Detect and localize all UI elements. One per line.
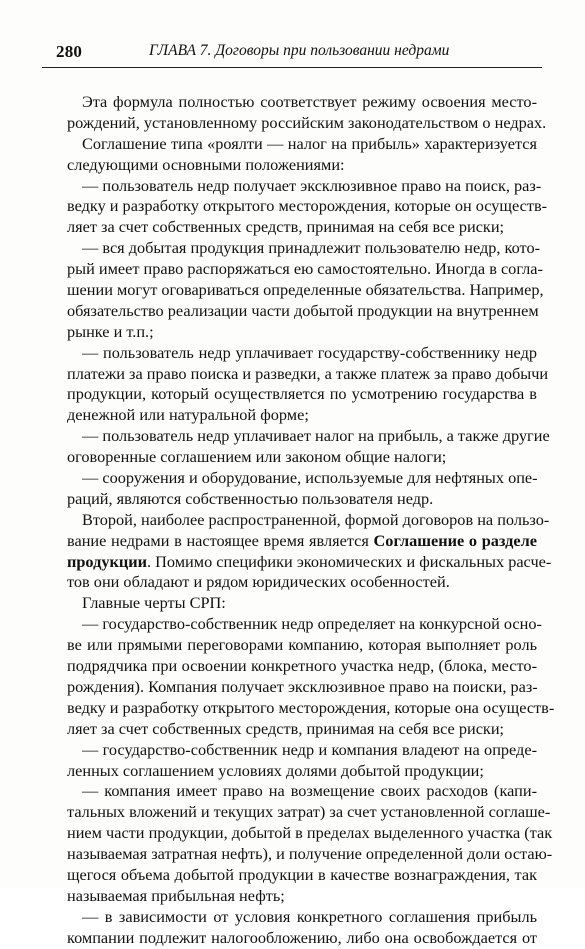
text-line: [67, 719, 537, 740]
line-text: шении могут оговариваться определенные обязательства. Например,: [67, 280, 544, 300]
text-line: [67, 196, 548, 217]
text-line: [67, 697, 555, 719]
line-text: рый имеет право распоряжаться ею самостоятельно. Иногда в согла-: [67, 259, 543, 279]
line-text: ленных соглашением условиях долями добытой продукции;: [67, 760, 484, 780]
line-text: рождений, установленному российским законодательством о недрах.: [67, 112, 547, 132]
line-text: Второй, наиболее распространенной, формой договоров на пользо-: [82, 509, 550, 529]
line-text: ведку и разработку открытого месторождения, которые она осуществ-: [67, 697, 555, 717]
line-text: — сооружения и оборудование, используемые для нефтяных опе-: [82, 468, 538, 488]
text-line: [67, 509, 550, 531]
text-line: [67, 280, 544, 301]
line-text: денежной или натуральной форме;: [67, 405, 309, 425]
text-line: [67, 802, 551, 823]
page-header: [42, 40, 542, 66]
text-line: [67, 677, 537, 698]
text-line: [67, 343, 537, 364]
line-text: ведку и разработку открытого месторождения, которые он осуществ-: [67, 196, 548, 216]
running-title: ГЛАВА 7. Договоры при пользовании недрами: [149, 42, 450, 59]
text-line: [67, 823, 553, 844]
line-text: щегося объема добытой продукции в качестве вознаграждения, так: [67, 864, 537, 884]
text-line: [67, 865, 537, 886]
line-text: Соглашение типа «роялти — налог на прибыль» характеризуется: [82, 133, 537, 153]
text-line: [67, 217, 537, 238]
text-line: [67, 112, 547, 134]
text-line: [67, 175, 542, 197]
text-line: [67, 259, 543, 280]
line-text: ляет за счет собственных средств, принимая на себя все риски;: [67, 217, 505, 237]
line-text: тальных вложений и текущих затрат) за счет установленной соглаше-: [67, 802, 551, 822]
line-text: Эта формула полностью соответствует режиму освоения место-: [82, 92, 537, 111]
text-line: [67, 238, 541, 259]
text-line: [67, 614, 542, 635]
line-text: — в зависимости от условия конкретного соглашения прибыль: [82, 906, 537, 926]
text-line: [67, 781, 537, 802]
text-line: [67, 656, 537, 677]
text-line: [67, 551, 552, 573]
bold-term: Соглашение о разделе: [373, 530, 538, 550]
text-line: [67, 363, 549, 385]
text-line: [67, 468, 537, 489]
text-line: [67, 928, 537, 949]
line-text: компании подлежит налогообложению, либо она освобождается от: [67, 927, 537, 947]
line-text: рынке и т.п.;: [67, 321, 154, 341]
bold-term: продукции: [67, 551, 148, 571]
page-number: 280: [56, 42, 83, 61]
text-line: [67, 740, 537, 761]
text-line: [67, 384, 537, 405]
text-line: [67, 322, 537, 343]
line-text: называемая прибыльная нефть;: [67, 885, 285, 905]
line-text: нием части продукции, добытой в пределах выделенного участка (так: [67, 823, 553, 843]
text-line: [67, 489, 537, 510]
line-text: — государство-собственник недр определяет на конкурсной осно-: [82, 614, 542, 634]
line-text: следующими основными положениями:: [67, 154, 345, 174]
line-text: называемая затратная нефть), и получение определенной доли остаю-: [67, 844, 553, 864]
line-text: — пользователь недр получает эксклюзивное право на поиск, раз-: [82, 175, 542, 195]
line-text: платежи за право поиска и разведки, а также платеж за право добычи: [67, 363, 549, 383]
text-line: [67, 92, 537, 113]
line-text: ве или прямыми переговорами компанию, которая выполняет роль: [67, 635, 537, 655]
text-line: [67, 635, 537, 656]
text-line: [67, 593, 537, 614]
text-line: [67, 447, 537, 468]
text-line: [67, 886, 537, 907]
text-line: [67, 134, 537, 155]
text-line: [67, 531, 537, 552]
header-rule: [42, 67, 542, 68]
text-line: [67, 426, 550, 447]
line-text: рождения). Компания получает эксклюзивное право на поиски, раз-: [67, 676, 538, 696]
line-text: подрядчика при освоении конкретного участка недр, (блока, место-: [67, 656, 537, 676]
text-line: [67, 844, 553, 865]
line-text: тов они обладают и рядом юридических особенностей.: [67, 572, 450, 592]
line-text: . Помимо специфики экономических и фискальных расче-: [147, 551, 552, 571]
text-line: [67, 405, 537, 426]
text-line: [67, 907, 537, 928]
line-text: ляет за счет собственных средств, принимая на себя все риски;: [67, 718, 505, 738]
body-text: [67, 92, 555, 949]
line-text: вание недрами в настоящее время является: [67, 530, 374, 550]
line-text: — компания имеет право на возмещение своих расходов (капи-: [82, 781, 537, 801]
line-text: раций, являются собственностью пользователя недр.: [67, 488, 434, 508]
line-text: оговоренные соглашением или законом общие налоги;: [67, 447, 447, 467]
text-line: [67, 572, 537, 593]
line-text: — вся добытая продукция принадлежит пользователю недр, кото-: [82, 238, 541, 258]
line-text: обязательство реализации части добытой продукции на внутреннем: [67, 300, 539, 320]
text-line: [67, 761, 537, 782]
text-line: [67, 155, 537, 176]
line-text: — пользователь недр уплачивает налог на прибыль, а также другие: [82, 426, 550, 446]
line-text: Главные черты СРП:: [82, 593, 226, 613]
line-text: — пользователь недр уплачивает государству-собственнику недр: [82, 342, 537, 362]
line-text: продукции, который осуществляется по усмотрению государства в: [67, 384, 537, 404]
line-text: — государство-собственник недр и компания владеют на опреде-: [82, 739, 537, 759]
text-line: [67, 301, 537, 322]
